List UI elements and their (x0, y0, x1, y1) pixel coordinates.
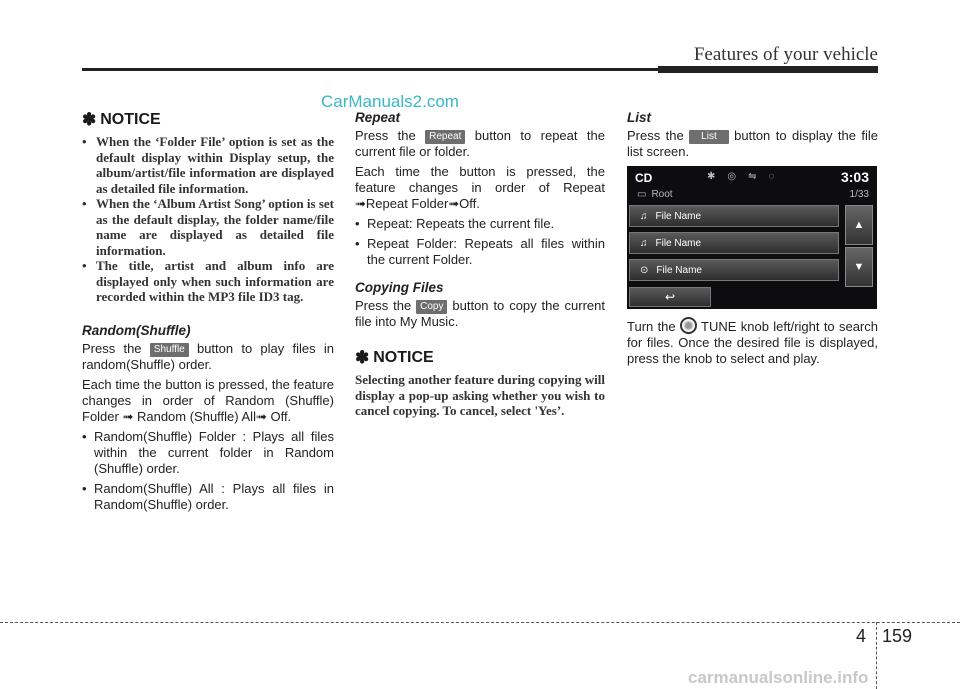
shuffle-button: Shuffle (150, 343, 189, 357)
list-item: • The title, artist and album info are displayed only when such information are recorded within the MP3 file ID3 tag. (82, 258, 334, 305)
notice-icon: ✽ (355, 348, 370, 367)
back-arrow-icon: ↩ (664, 290, 676, 304)
shuffle-heading: Random(Shuffle) (82, 322, 191, 338)
phone-icon: ◌ (768, 171, 775, 182)
file-name: File Name (656, 264, 702, 276)
triangle-down-icon: ▼ (853, 261, 865, 273)
back-button[interactable] (629, 287, 711, 307)
footer-rule (0, 622, 960, 623)
screen-time: 3:03 (840, 169, 869, 185)
play-circle-icon: ⊙ (640, 264, 649, 276)
copying-heading: Copying Files (355, 280, 444, 295)
notice-heading (355, 348, 605, 368)
bluetooth-icon: ✱ (707, 171, 716, 182)
page-number: 159 (882, 626, 913, 646)
screen-source: CD (635, 171, 653, 185)
shuffle-text-before: Press the (82, 340, 150, 356)
list-item: • Repeat Folder: Repeats all files within the current Folder. (355, 236, 605, 268)
repeat-text-before: Press the (355, 128, 426, 143)
music-note-icon: ♫ (640, 237, 648, 249)
shuffle-order-paragraph: Each time the button is pressed, the feature changes in order of Random (Shuffle) Folder ➟ Random (Shuffle) All➟ Off. (82, 376, 334, 424)
tune-text-before: Turn the (627, 319, 680, 334)
list-item: • When the ‘Folder File’ option is set as the default display within Display setup, the album/artist/file information are displayed as detailed file information. (82, 134, 334, 196)
repeat-order-paragraph: Each time the button is pressed, the feature changes in order of Repeat ➟Repeat Folder➟Off. (355, 164, 605, 211)
scroll-up-button[interactable] (845, 205, 873, 245)
music-note-icon: ♫ (640, 210, 648, 222)
notice-heading (82, 110, 334, 130)
copying-paragraph (355, 298, 605, 330)
file-list-screen (627, 166, 877, 309)
shuffle-text-after: button to play files in random(Shuffle) order. (82, 340, 334, 372)
list-button: List (689, 130, 729, 144)
repeat-heading: Repeat (355, 110, 401, 125)
list-text-before: Press the (627, 128, 690, 143)
file-name: File Name (655, 237, 702, 249)
list-item: • Random(Shuffle) All : Plays all files in Random(Shuffle) order. (82, 481, 334, 513)
column-1 (82, 110, 334, 517)
list-item: • Random(Shuffle) Folder : Plays all files within the current folder in Random (Shuffle) order. (82, 429, 334, 477)
notice-title: NOTICE (100, 111, 161, 128)
notice-title: NOTICE (373, 349, 434, 366)
list-paragraph (627, 128, 878, 160)
screen-status-icons (707, 171, 774, 182)
shuffle-paragraph (82, 341, 334, 373)
scroll-down-button[interactable] (845, 247, 873, 287)
notice-list (82, 134, 334, 305)
copy-button: Copy (416, 300, 447, 314)
folder-icon: ▭ (637, 189, 647, 200)
file-row[interactable] (629, 259, 839, 281)
tune-knob-icon (680, 317, 697, 334)
file-row[interactable] (629, 232, 839, 254)
column-3 (627, 110, 878, 371)
screen-count: 1/33 (849, 189, 869, 200)
repeat-paragraph (355, 128, 605, 160)
header-tab-bar (658, 66, 878, 73)
shuffle-list (82, 429, 334, 513)
copying-text-before: Press the (355, 298, 417, 313)
file-row[interactable] (629, 205, 839, 227)
copying-text-after: button to copy the current file into My Music. (355, 298, 605, 329)
repeat-button: Repeat (425, 130, 465, 144)
header-title: Features of your vehicle (693, 44, 878, 65)
list-text-after: button to display the file list screen. (627, 128, 878, 159)
chapter-number: 4 (856, 626, 867, 646)
notice-icon: ✽ (82, 110, 97, 129)
file-name: File Name (655, 210, 702, 222)
triangle-up-icon: ▲ (853, 219, 865, 231)
tune-paragraph (627, 317, 878, 367)
footer-divider (876, 622, 877, 689)
watermark-top[interactable]: CarManuals2.com (321, 92, 459, 111)
tune-text-after: TUNE knob left/right to search for files. Once the desired file is displayed, press the knob to select and play. (627, 319, 878, 366)
usb-icon: ⇋ (748, 171, 757, 182)
list-item: • Repeat: Repeats the current file. (355, 216, 605, 232)
column-2 (355, 110, 605, 419)
screen-folder (637, 189, 673, 200)
notice-copy-text: Selecting another feature during copying will display a pop-up asking whether you wish to cancel copying. To cancel, select 'Yes’. (355, 372, 605, 418)
list-item: • When the ‘Album Artist Song’ option is set as the default display, the folder name/file name are displayed as detailed file information. (82, 196, 334, 258)
list-heading: List (627, 110, 652, 125)
repeat-text-after: button to repeat the current file or folder. (355, 128, 605, 159)
watermark-bottom[interactable]: carmanualsonline.info (688, 668, 869, 687)
repeat-list (355, 216, 605, 268)
folder-name: Root (651, 189, 673, 200)
settings-icon: ◎ (727, 171, 737, 182)
